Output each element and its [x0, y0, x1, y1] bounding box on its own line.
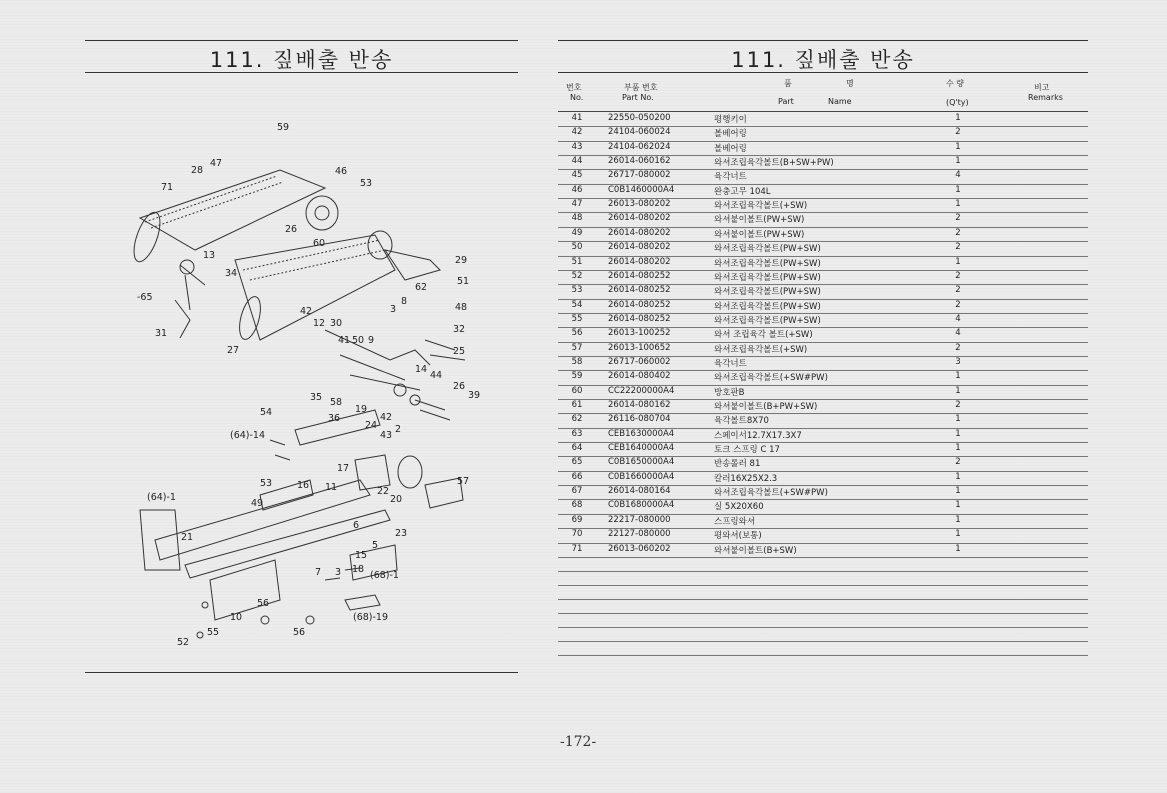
part-name: 칼러16X25X2.3 — [714, 473, 778, 484]
part-name: 와셔붙이볼트(PW+SW) — [714, 229, 805, 240]
part-number-index: 66 — [571, 471, 583, 482]
callout-15: 15 — [355, 550, 368, 561]
table-row — [558, 528, 1088, 542]
exploded-parts-diagram — [85, 100, 520, 660]
part-quantity: 1 — [955, 156, 961, 167]
part-number-index: 58 — [571, 356, 583, 367]
part-name: 와셔조립육각볼트(PW+SW) — [714, 258, 821, 269]
part-quantity: 2 — [955, 299, 961, 310]
part-code: 24104-062024 — [608, 141, 671, 152]
callout-16: 16 — [297, 480, 310, 491]
part-quantity: 1 — [955, 256, 961, 267]
table-row — [558, 514, 1088, 528]
part-code: 26717-080002 — [608, 170, 671, 181]
callout-44: 44 — [430, 370, 443, 381]
part-quantity: 2 — [955, 213, 961, 224]
header-rem-kr: 비고 — [1034, 83, 1050, 92]
part-code: 26014-080252 — [608, 270, 671, 281]
callout-42: 42 — [300, 306, 313, 317]
part-number-index: 53 — [571, 285, 583, 296]
callout-24: 24 — [365, 420, 378, 431]
part-quantity: 1 — [955, 141, 961, 152]
callout-25: 25 — [453, 346, 466, 357]
part-code: C0B1460000A4 — [608, 184, 675, 195]
table-row — [558, 370, 1088, 384]
table-row — [558, 155, 1088, 169]
part-code: 26014-080162 — [608, 400, 671, 410]
callout-31: 31 — [155, 328, 168, 339]
callout-18: 18 — [352, 564, 365, 575]
part-number-index: 69 — [571, 514, 583, 525]
table-row — [558, 442, 1088, 456]
part-code: 26014-080202 — [608, 227, 671, 238]
table-row — [558, 356, 1088, 370]
part-number-index: 52 — [571, 270, 583, 281]
part-name: 육각너트 — [714, 358, 747, 369]
header-pn-kr: 부품 번호 — [624, 83, 658, 92]
callout-3b: 3 — [335, 567, 342, 578]
part-name: 와셔 조립육각 볼트(+SW) — [714, 330, 813, 341]
callout-22: 22 — [377, 486, 390, 497]
part-quantity: 1 — [955, 514, 961, 525]
right-title-bottom-rule — [558, 72, 1088, 73]
table-row — [558, 299, 1088, 313]
callout-29: 29 — [455, 255, 468, 266]
callout-26: 26 — [285, 224, 298, 235]
right-page-title: 111. 짚배출 반송 — [731, 48, 915, 72]
callout-68-1: (68)-1 — [370, 570, 399, 581]
callout-36: 36 — [328, 413, 341, 424]
part-quantity: 2 — [955, 285, 961, 296]
callout-41: 41 — [338, 335, 351, 346]
table-row — [558, 284, 1088, 298]
part-code: 26014-080164 — [608, 486, 671, 497]
callout-58: 58 — [330, 397, 343, 408]
callout-39: 39 — [468, 390, 481, 401]
part-number-index: 44 — [571, 156, 583, 167]
header-name-en-2: Name — [828, 97, 852, 106]
table-row — [558, 342, 1088, 356]
callout-11: 11 — [325, 482, 338, 493]
left-title-bottom-rule — [85, 72, 518, 73]
part-quantity: 2 — [955, 242, 961, 253]
part-number-index: 63 — [571, 428, 583, 439]
part-quantity: 1 — [955, 529, 961, 540]
table-row — [558, 212, 1088, 226]
part-name: 와셔조립육각볼트(+SW#PW) — [714, 373, 828, 384]
part-name: 와셔조립육각볼트(PW+SW) — [714, 244, 821, 255]
callout-56: 56 — [257, 598, 270, 609]
part-name: 와셔조립육각볼트(PW+SW) — [714, 301, 821, 312]
part-number-index: 71 — [571, 543, 583, 554]
callout-28: 28 — [191, 165, 204, 176]
callout-13: 13 — [203, 250, 216, 261]
part-number-index: 65 — [571, 457, 583, 468]
part-number-index: 41 — [571, 113, 583, 123]
part-name: 실 5X20X60 — [714, 502, 764, 513]
part-quantity: 1 — [955, 500, 961, 511]
page-number: -172- — [560, 734, 597, 750]
part-number-index: 54 — [571, 299, 583, 310]
callout-20: 20 — [390, 494, 403, 505]
empty-row-rule — [558, 571, 1088, 572]
part-quantity: 3 — [955, 356, 961, 367]
part-name: 방호판B — [714, 387, 745, 398]
callout-68-19: (68)-19 — [353, 612, 389, 623]
callout-8: 8 — [401, 296, 408, 307]
callout-56b: 56 — [293, 627, 306, 638]
part-quantity: 2 — [955, 457, 961, 468]
callout-30: 30 — [330, 318, 343, 329]
part-number-index: 43 — [571, 141, 583, 152]
callout-53: 53 — [360, 178, 373, 189]
part-number-index: 55 — [571, 313, 583, 324]
part-code: 26116-080704 — [608, 414, 671, 425]
part-name: 볼베어링 — [714, 143, 747, 154]
part-number-index: 67 — [571, 486, 583, 497]
part-code: 26013-060202 — [608, 543, 671, 554]
callout-64-1: (64)-1 — [147, 492, 176, 503]
callout-49: 49 — [251, 498, 264, 509]
table-row — [558, 141, 1088, 155]
part-name: 평행키이 — [714, 115, 747, 125]
part-number-index: 42 — [571, 127, 583, 138]
header-name-kr-1: 품 — [784, 79, 792, 88]
part-number-index: 68 — [571, 500, 583, 511]
table-row — [558, 499, 1088, 513]
part-number-index: 70 — [571, 529, 583, 540]
table-row — [558, 169, 1088, 183]
part-name: 평와셔(보통) — [714, 531, 762, 542]
empty-row-rule — [558, 655, 1088, 656]
part-quantity: 2 — [955, 227, 961, 238]
part-quantity: 1 — [955, 443, 961, 454]
part-code: 26013-100652 — [608, 342, 671, 353]
part-code: 26014-060162 — [608, 156, 671, 167]
table-row — [558, 313, 1088, 327]
callout-65: -65 — [137, 292, 153, 303]
row-rule — [558, 557, 1088, 558]
part-number-index: 62 — [571, 414, 583, 425]
part-name: 완충고무 104L — [714, 186, 771, 197]
table-row — [558, 428, 1088, 442]
callout-3: 3 — [390, 304, 397, 315]
callout-43: 43 — [380, 430, 393, 441]
callout-9: 9 — [368, 335, 375, 346]
part-name: 반송롤러 81 — [714, 459, 761, 470]
table-row — [558, 485, 1088, 499]
callout-42b: 42 — [380, 412, 393, 423]
table-row — [558, 227, 1088, 241]
part-name: 육각너트 — [714, 172, 747, 183]
header-name-en-1: Part — [778, 97, 794, 106]
part-quantity: 1 — [955, 414, 961, 425]
empty-row-rule — [558, 641, 1088, 642]
table-row — [558, 471, 1088, 485]
part-number-index: 45 — [571, 170, 583, 181]
callout-51: 51 — [457, 276, 470, 287]
part-number-index: 51 — [571, 256, 583, 267]
part-number-index: 46 — [571, 184, 583, 195]
part-name: 와셔붙이볼트(B+SW) — [714, 545, 797, 556]
callout-64-14: (64)-14 — [230, 430, 266, 441]
part-code: C0B1650000A4 — [608, 457, 675, 468]
callout-2: 2 — [395, 424, 402, 435]
part-quantity: 4 — [955, 313, 961, 324]
table-row — [558, 241, 1088, 255]
table-row — [558, 198, 1088, 212]
part-code: 22217-080000 — [608, 514, 671, 525]
callout-27: 27 — [227, 345, 240, 356]
part-code: 26014-080252 — [608, 299, 671, 310]
table-row — [558, 126, 1088, 140]
part-number-index: 47 — [571, 199, 583, 210]
right-title-top-rule — [558, 40, 1088, 41]
part-number-index: 50 — [571, 242, 583, 253]
callout-60: 60 — [313, 238, 326, 249]
part-code: 26014-080252 — [608, 285, 671, 296]
callout-46: 46 — [335, 166, 348, 177]
part-quantity: 1 — [955, 471, 961, 482]
part-quantity: 2 — [955, 342, 961, 353]
part-quantity: 1 — [955, 543, 961, 554]
callout-55: 55 — [207, 627, 220, 638]
table-row — [558, 543, 1088, 557]
table-row — [558, 270, 1088, 284]
part-code: 26013-100252 — [608, 328, 671, 339]
part-number-index: 60 — [571, 385, 583, 396]
header-pn-en: Part No. — [622, 93, 654, 102]
header-no-kr: 번호 — [566, 83, 582, 92]
part-number-index: 61 — [571, 400, 583, 410]
part-quantity: 1 — [955, 428, 961, 439]
callout-26b: 26 — [453, 381, 466, 392]
callout-32: 32 — [453, 324, 466, 335]
left-bottom-rule — [85, 672, 518, 673]
part-quantity: 2 — [955, 127, 961, 138]
part-quantity: 4 — [955, 170, 961, 181]
left-page-title: 111. 짚배출 반송 — [209, 48, 394, 72]
callout-53b: 53 — [260, 478, 273, 489]
part-name: 와셔붙이볼트(PW+SW) — [714, 215, 805, 226]
empty-row-rule — [558, 599, 1088, 600]
part-name: 와셔조립육각볼트(+SW#PW) — [714, 488, 828, 499]
header-qty-en: (Q'ty) — [946, 98, 969, 107]
table-row — [558, 413, 1088, 427]
callout-19: 19 — [355, 404, 368, 415]
part-code: C0B1660000A4 — [608, 471, 675, 482]
part-code: 26013-080202 — [608, 199, 671, 210]
callout-47: 47 — [210, 158, 223, 169]
part-code: 26014-080202 — [608, 213, 671, 224]
callout-14: 14 — [415, 364, 428, 375]
callout-10: 10 — [230, 612, 243, 623]
callout-23: 23 — [395, 528, 408, 539]
callout-48: 48 — [455, 302, 468, 313]
part-code: 24104-060024 — [608, 127, 671, 138]
header-qty-kr: 수 량 — [946, 79, 964, 88]
header-no-en: No. — [570, 93, 584, 102]
table-row — [558, 385, 1088, 399]
part-quantity: 1 — [955, 371, 961, 382]
callout-6: 6 — [353, 520, 360, 531]
callout-21: 21 — [181, 532, 194, 543]
part-quantity: 1 — [955, 486, 961, 497]
part-quantity: 1 — [955, 385, 961, 396]
part-number-index: 56 — [571, 328, 583, 339]
table-row — [558, 456, 1088, 470]
callout-34: 34 — [225, 268, 238, 279]
part-name: 와셔조립육각볼트(PW+SW) — [714, 287, 821, 298]
part-name: 와셔조립육각볼트(PW+SW) — [714, 272, 821, 283]
part-code: CEB1640000A4 — [608, 443, 675, 454]
part-name: 와셔붙이볼트(B+PW+SW) — [714, 402, 818, 412]
part-code: CEB1630000A4 — [608, 428, 675, 439]
callout-54: 54 — [260, 407, 273, 418]
part-code: 26014-080252 — [608, 313, 671, 324]
table-row — [558, 184, 1088, 198]
part-code: 22550-050200 — [608, 113, 671, 123]
part-number-index: 64 — [571, 443, 583, 454]
part-code: 22127-080000 — [608, 529, 671, 540]
part-name: 스페이서12.7X17.3X7 — [714, 430, 802, 441]
empty-row-rule — [558, 627, 1088, 628]
part-name: 와셔조립육각볼트(PW+SW) — [714, 315, 821, 326]
callout-59: 59 — [277, 122, 290, 133]
part-number-index: 59 — [571, 371, 583, 382]
part-name: 와셔조립육각볼트(+SW) — [714, 344, 808, 355]
part-code: 26717-060002 — [608, 356, 671, 367]
part-quantity: 1 — [955, 113, 961, 123]
part-number-index: 57 — [571, 342, 583, 353]
part-quantity: 1 — [955, 199, 961, 210]
header-rem-en: Remarks — [1028, 93, 1063, 102]
header-name-kr-2: 명 — [846, 79, 854, 88]
left-title-top-rule — [85, 40, 518, 41]
part-code: CC22200000A4 — [608, 385, 675, 396]
table-row — [558, 112, 1088, 126]
part-quantity: 4 — [955, 328, 961, 339]
callout-71: 71 — [161, 182, 174, 193]
callout-57: 57 — [457, 476, 470, 487]
part-name: 육각볼트8X70 — [714, 416, 769, 427]
table-row — [558, 399, 1088, 413]
callout-12: 12 — [313, 318, 326, 329]
callout-17: 17 — [337, 463, 350, 474]
part-name: 토크 스프링 C 17 — [714, 445, 780, 456]
callout-62: 62 — [415, 282, 428, 293]
part-code: 26014-080202 — [608, 242, 671, 253]
part-name: 스프링와셔 — [714, 516, 756, 527]
part-name: 볼베어링 — [714, 129, 747, 140]
part-name: 와셔조립육각볼트(B+SW+PW) — [714, 158, 834, 169]
part-number-index: 49 — [571, 227, 583, 238]
part-quantity: 2 — [955, 270, 961, 281]
part-name: 와셔조립육각볼트(+SW) — [714, 201, 808, 212]
part-quantity: 2 — [955, 400, 961, 410]
part-quantity: 1 — [955, 184, 961, 195]
part-code: 26014-080202 — [608, 256, 671, 267]
part-code: C0B1680000A4 — [608, 500, 675, 511]
callout-5: 5 — [372, 540, 379, 551]
empty-row-rule — [558, 585, 1088, 586]
part-code: 26014-080402 — [608, 371, 671, 382]
callout-35: 35 — [310, 392, 323, 403]
callout-50: 50 — [352, 335, 365, 346]
table-row — [558, 327, 1088, 341]
callout-52: 52 — [177, 637, 190, 648]
table-row — [558, 256, 1088, 270]
empty-row-rule — [558, 613, 1088, 614]
callout-7: 7 — [315, 567, 322, 578]
part-number-index: 48 — [571, 213, 583, 224]
